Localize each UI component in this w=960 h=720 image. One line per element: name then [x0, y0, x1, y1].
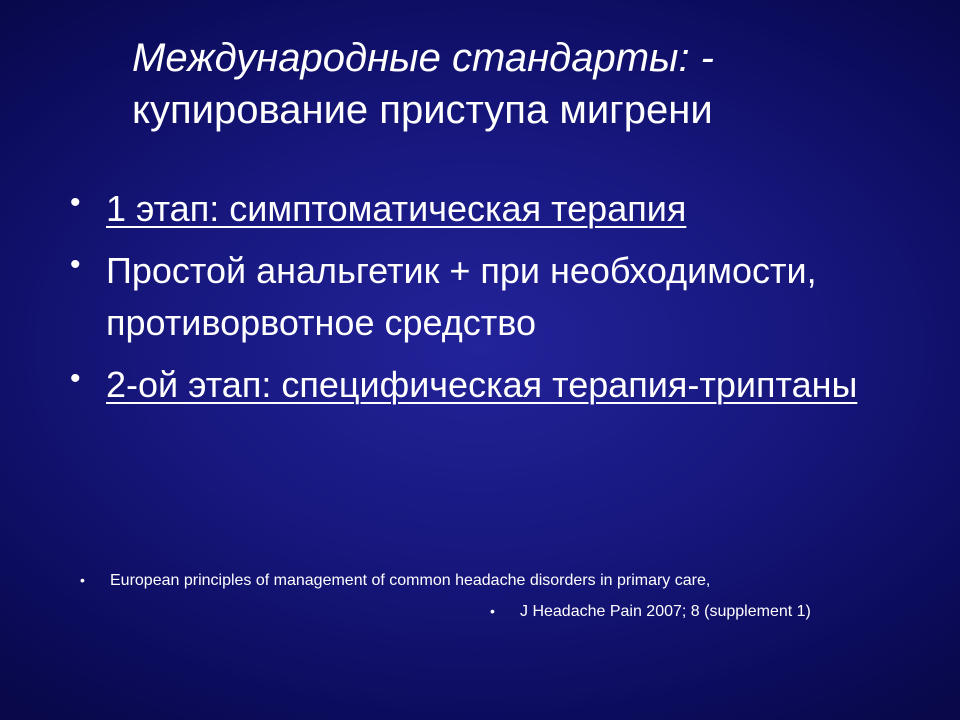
bullet-list	[70, 183, 890, 421]
bullet-text: 1 этап: симптоматическая терапия	[106, 188, 687, 229]
reference-text: J Headache Pain 2007; 8 (supplement 1)	[520, 603, 811, 620]
reference-line-2	[490, 601, 811, 622]
bullet-text: Простой анальгетик + при необходимости, противорвотное средство	[106, 250, 817, 343]
reference-line-1	[80, 570, 710, 591]
bullet-item-stage-2	[70, 359, 890, 411]
title-line-1: Международные стандарты: -	[132, 36, 714, 80]
bullet-dot-icon: •	[70, 362, 81, 395]
reference-text: European principles of management of common headache disorders in primary care,	[110, 572, 711, 589]
reference-bullet-icon: •	[80, 572, 85, 588]
bullet-item-simple-analgesic	[70, 245, 890, 349]
bullet-text: 2-ой этап: специфическая терапия-триптаны	[106, 364, 858, 405]
reference-bullet-icon: •	[490, 603, 495, 619]
bullet-dot-icon: •	[70, 248, 81, 281]
bullet-dot-icon: •	[70, 186, 81, 219]
bullet-item-stage-1	[70, 183, 890, 235]
title-line-2: купирование приступа мигрени	[132, 88, 713, 132]
slide-title	[132, 32, 912, 136]
